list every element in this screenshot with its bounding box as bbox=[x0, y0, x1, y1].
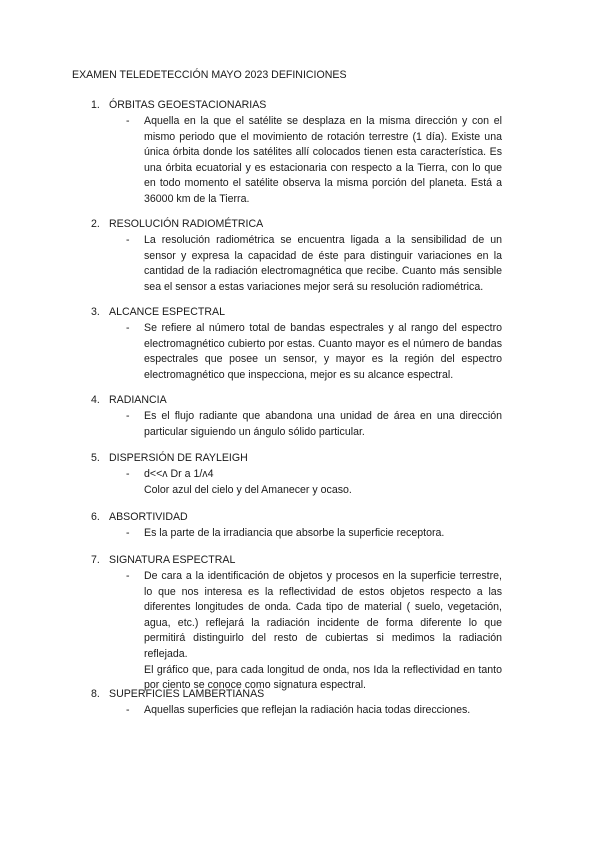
bullet-dash: - bbox=[126, 322, 130, 334]
section-heading bbox=[91, 687, 264, 703]
formula-text: d<<ʌ Dr a 1/ʌ4 bbox=[144, 468, 214, 480]
list-item bbox=[126, 114, 502, 208]
bullet-dash: - bbox=[126, 234, 130, 246]
section-number: 1. bbox=[91, 99, 100, 111]
list-item bbox=[126, 233, 502, 295]
bullet-dash: - bbox=[126, 115, 130, 127]
bullet-dash: - bbox=[126, 527, 130, 539]
definition-text: De cara a la identificación de objetos y procesos en la superficie terrestre, lo que nos interesa es la reflectividad de estos objetos respecto a las diferentes longitudes de onda. Cada tipo de material ( suelo, vegetación, agua, etc.) reflejará la radiación incidente de forma diferente lo que permitirá distinguirlo del resto de cubiertas si medimos la radiación reflejada. bbox=[144, 570, 502, 660]
section-heading bbox=[91, 98, 266, 114]
section-number: 3. bbox=[91, 306, 100, 318]
list-item bbox=[126, 409, 502, 440]
section-title: ALCANCE ESPECTRAL bbox=[109, 306, 225, 318]
list-item bbox=[126, 569, 502, 694]
section-heading bbox=[91, 553, 235, 569]
section-heading bbox=[91, 510, 188, 526]
section-title: SUPERFICIES LAMBERTIANAS bbox=[109, 688, 265, 700]
section-number: 5. bbox=[91, 452, 100, 464]
section-number: 8. bbox=[91, 688, 100, 700]
section-title: SIGNATURA ESPECTRAL bbox=[109, 554, 236, 566]
list-item bbox=[126, 321, 502, 383]
section-title: ÓRBITAS GEOESTACIONARIAS bbox=[109, 99, 267, 111]
document-title: EXAMEN TELEDETECCIÓN MAYO 2023 DEFINICIONES bbox=[72, 69, 347, 81]
bullet-dash: - bbox=[126, 468, 130, 480]
definition-text: El gráfico que, para cada longitud de onda, nos Ida la reflectividad en tanto por ciento se conoce como signatura espectral. bbox=[144, 663, 502, 692]
section-title: RADIANCIA bbox=[109, 394, 167, 406]
section-title: RESOLUCIÓN RADIOMÉTRICA bbox=[109, 218, 264, 230]
section-heading bbox=[91, 393, 167, 409]
section-heading bbox=[91, 305, 225, 321]
section-heading bbox=[91, 451, 248, 467]
definition-text: La resolución radiométrica se encuentra ligada a la sensibilidad de un sensor y expresa la capacidad de éste para distinguir variaciones en la cantidad de la radiación electromagnética que recibe. Cuanto más sensible sea el sensor a estas variaciones mejor será su resolución radiométrica. bbox=[144, 234, 502, 293]
bullet-dash: - bbox=[126, 570, 130, 582]
definition-text: Es el flujo radiante que abandona una unidad de área en una dirección particular siguiendo un ángulo sólido particular. bbox=[144, 410, 502, 438]
definition-text: Color azul del cielo y del Amanecer y ocaso. bbox=[144, 483, 352, 496]
section-heading bbox=[91, 217, 263, 233]
list-item bbox=[126, 703, 502, 719]
section-number: 7. bbox=[91, 554, 100, 566]
section-number: 4. bbox=[91, 394, 100, 406]
definition-text: Aquella en la que el satélite se desplaza en la misma dirección y con el mismo periodo que el movimiento de rotación terrestre (1 día). Existe una única órbita donde los satélites allí colocados tienen esta característica. Es una órbita ecuatorial y es estacionaria con respecto a la Tierra, con lo que en todo momento el satélite observa la misma porción del planeta. Está a 36000 km de la Tierra. bbox=[144, 115, 502, 205]
definition-text: Se refiere al número total de bandas espectrales y al rango del espectro electromagnético cubierto por estas. Cuanto mayor es el número de bandas espectrales que posee un sensor, y mayor es la región del espectro electromagnético que inspecciona, mejor es su alcance espectral. bbox=[144, 322, 502, 381]
section-title: DISPERSIÓN DE RAYLEIGH bbox=[109, 452, 248, 464]
section-number: 6. bbox=[91, 511, 100, 523]
bullet-dash: - bbox=[126, 704, 130, 716]
list-item bbox=[126, 467, 502, 498]
section-number: 2. bbox=[91, 218, 100, 230]
definition-text: Aquellas superficies que reflejan la radiación hacia todas direcciones. bbox=[144, 704, 471, 716]
list-item bbox=[126, 526, 502, 542]
section-title: ABSORTIVIDAD bbox=[109, 511, 188, 523]
definition-text: Es la parte de la irradiancia que absorbe la superficie receptora. bbox=[144, 527, 445, 539]
bullet-dash: - bbox=[126, 410, 130, 422]
